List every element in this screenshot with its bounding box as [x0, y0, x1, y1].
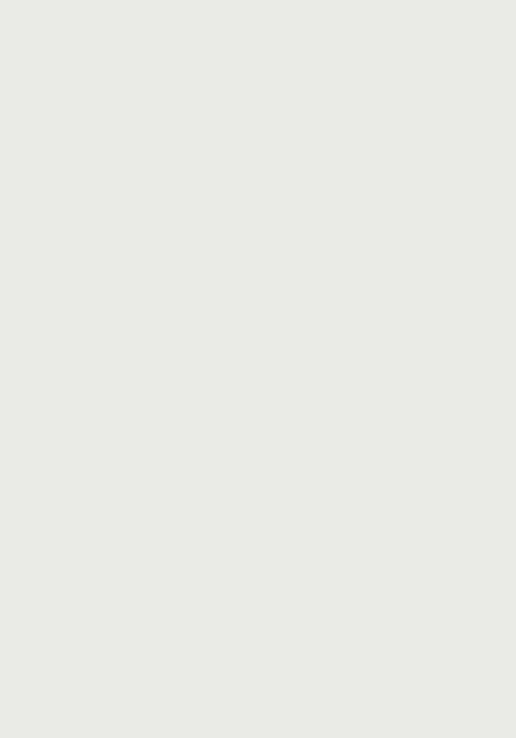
text-block-bottom-left — [10, 352, 248, 690]
text-block-top-right — [45, 6, 507, 341]
text-block-bottom-right — [250, 352, 508, 690]
